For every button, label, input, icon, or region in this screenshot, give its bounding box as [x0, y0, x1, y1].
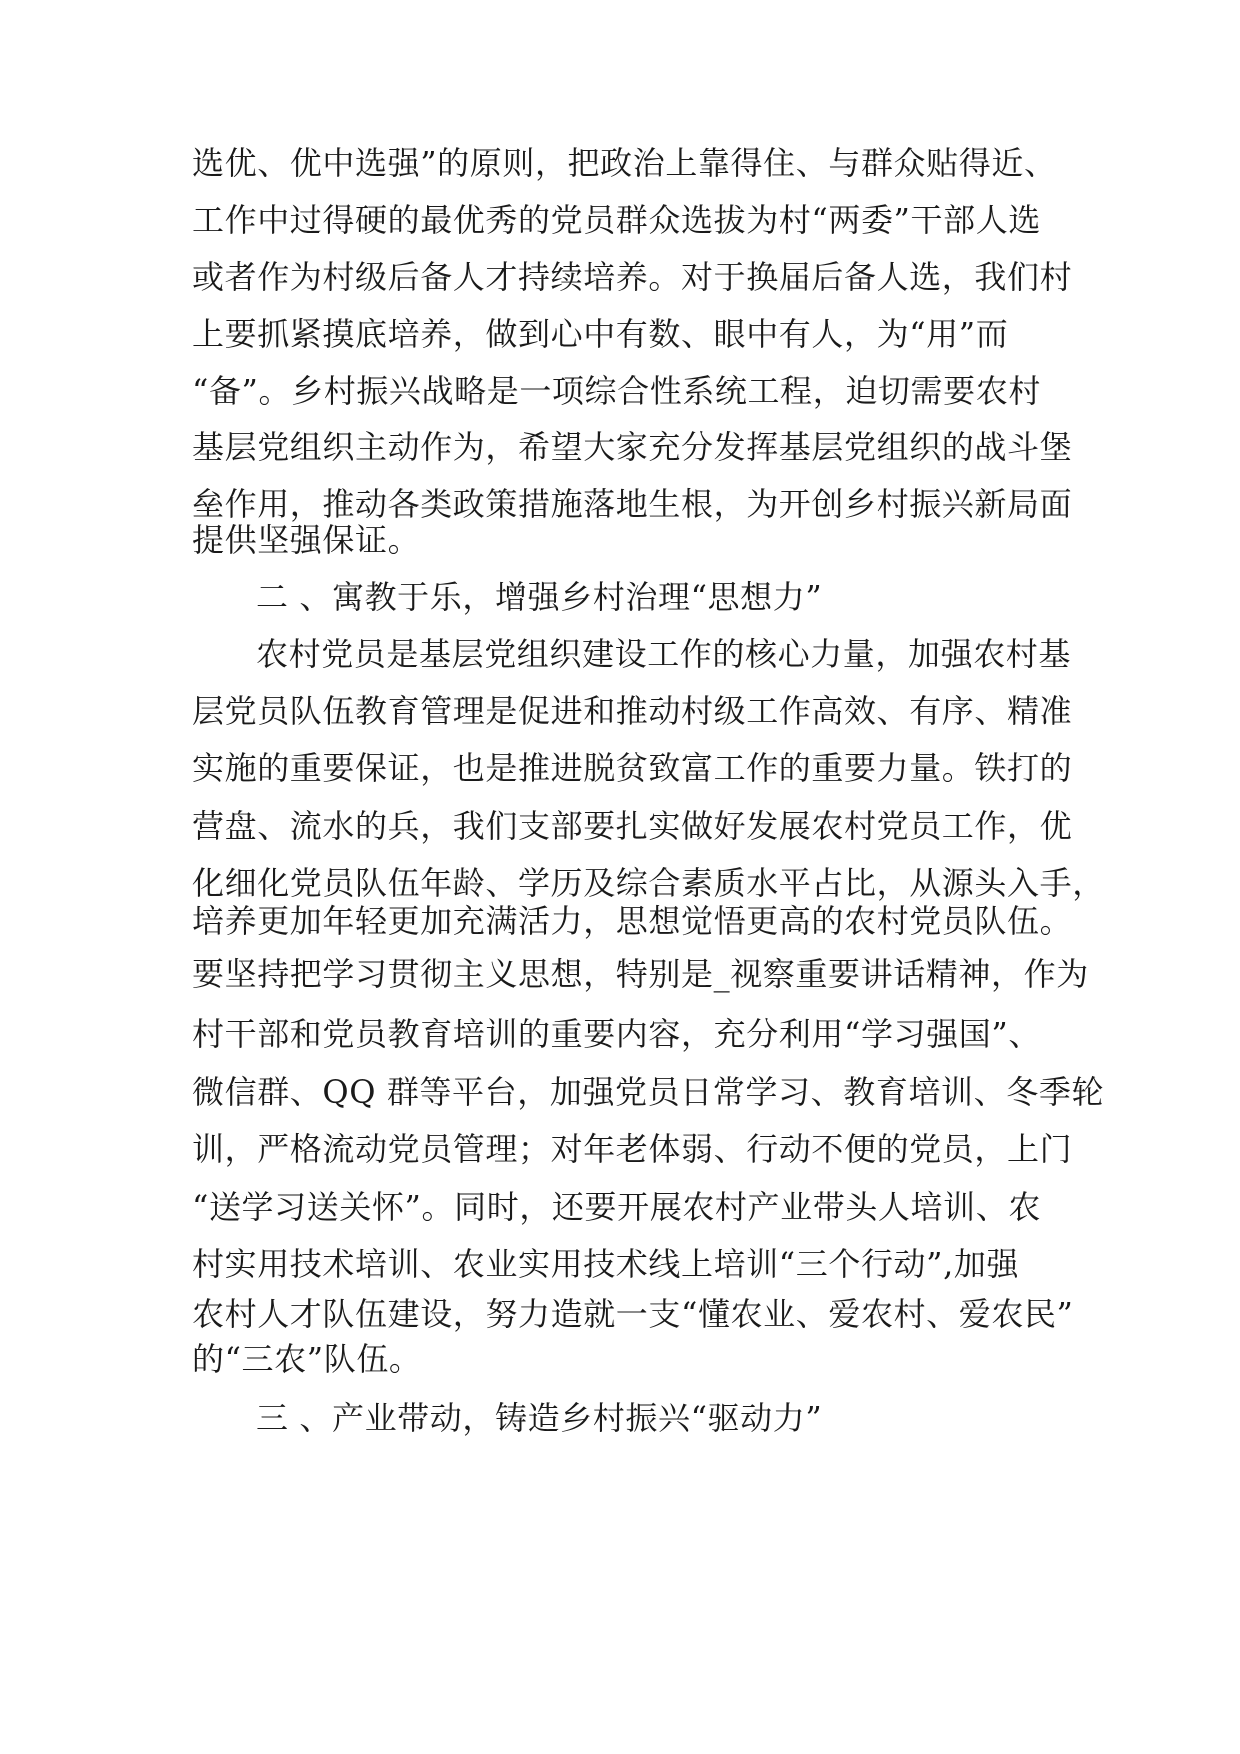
- paragraph-line-20: 村实用技术培训、农业实用技术线上培训“三个行动”,加强: [192, 1245, 1020, 1283]
- paragraph-line-18: 训，严格流动党员管理；对年老体弱、行动不便的党员，上门: [192, 1130, 1073, 1168]
- paragraph-line-14: 培养更加年轻更加充满活力，思想觉悟更高的农村党员队伍。: [192, 902, 1073, 940]
- paragraph-line-12: 营盘、流水的兵，我们支部要扎实做好发展农村党员工作，优: [192, 807, 1073, 845]
- paragraph-line-21: 农村人才队伍建设，努力造就一支“懂农业、爱农村、爱农民”: [192, 1295, 1074, 1333]
- paragraph-line-22: 的“三农”队伍。: [192, 1340, 422, 1378]
- section-heading-2: 二 、寓教于乐，增强乡村治理“思想力”: [256, 578, 823, 616]
- paragraph-line-2: 工作中过得硬的最优秀的党员群众选拔为村“两委”干部人选: [192, 201, 1041, 239]
- paragraph-line-1: 选优、优中选强”的原则，把政治上靠得住、与群众贴得近、: [192, 144, 1057, 182]
- paragraph-line-9: 农村党员是基层党组织建设工作的核心力量，加强农村基: [256, 635, 1072, 673]
- paragraph-line-17: 微信群、QQ 群等平台，加强党员日常学习、教育培训、冬季轮: [192, 1073, 1105, 1111]
- paragraph-line-8: 提供坚强保证。: [192, 521, 421, 559]
- paragraph-line-5: “备”。乡村振兴战略是一项综合性系统工程，迫切需要农村: [192, 372, 1041, 410]
- paragraph-line-15: 要坚持把学习贯彻主义思想，特别是_视察重要讲话精神，作为: [192, 955, 1089, 993]
- paragraph-line-11: 实施的重要保证，也是推进脱贫致富工作的重要力量。铁打的: [192, 749, 1073, 787]
- section-heading-3: 三 、产业带动，铸造乡村振兴“驱动力”: [256, 1399, 823, 1437]
- paragraph-line-4: 上要抓紧摸底培养，做到心中有数、眼中有人，为“用”而: [192, 315, 1009, 353]
- paragraph-line-3: 或者作为村级后备人才持续培养。对于换届后备人选，我们村: [192, 258, 1073, 296]
- paragraph-line-13: 化细化党员队伍年龄、学历及综合素质水平占比，从源头入手，: [192, 864, 1105, 902]
- paragraph-line-6: 基层党组织主动作为，希望大家充分发挥基层党组织的战斗堡: [192, 428, 1073, 466]
- paragraph-line-19: “送学习送关怀”。同时，还要开展农村产业带头人培训、农: [192, 1188, 1041, 1226]
- paragraph-line-7: 垒作用，推动各类政策措施落地生根，为开创乡村振兴新局面: [192, 485, 1073, 523]
- paragraph-line-16: 村干部和党员教育培训的重要内容，充分利用“学习强国”、: [192, 1015, 1041, 1053]
- paragraph-line-10: 层党员队伍教育管理是促进和推动村级工作高效、有序、精准: [192, 692, 1073, 730]
